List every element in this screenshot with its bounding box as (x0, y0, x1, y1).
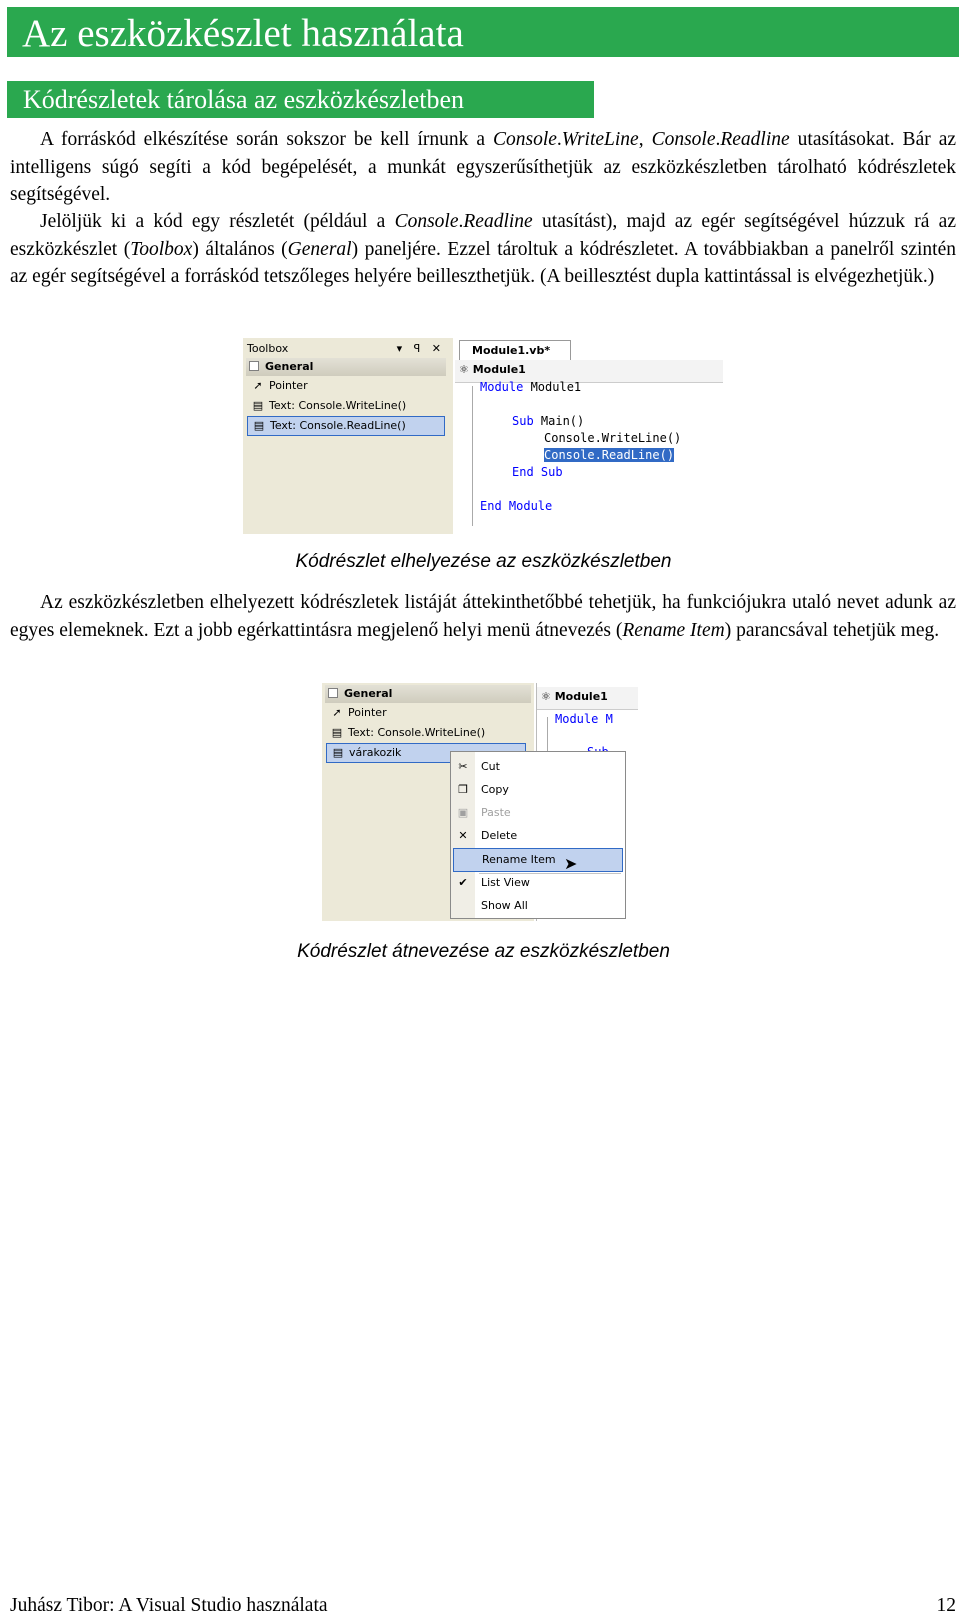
copy-icon: ❐ (458, 783, 468, 796)
code-line-5: End Sub (512, 465, 563, 479)
paragraph-1: A forráskód elkészítése során sokszor be kell írnunk a Console.WriteLine, Console.Readline utasításokat. Bár az intelligens súgó segíti a kód begépelését, a munkát egyszerűsíthetjük az eszközkészletben tárolható kódrészletek segítségével. (10, 129, 956, 206)
toolbox-item-pointer[interactable]: ➚ Pointer (326, 704, 387, 722)
context-menu (450, 751, 626, 919)
code-editor (455, 338, 723, 534)
editor-navbar (537, 687, 638, 710)
text-snippet-icon: ▤ (252, 399, 264, 412)
text-snippet-icon: ▤ (332, 746, 344, 759)
vb-module-icon: ⚛ (459, 363, 469, 376)
toolbox-item-writeline[interactable]: ▤ Text: Console.WriteLine() (326, 724, 485, 742)
collapse-icon (328, 688, 338, 698)
outline-line (472, 386, 473, 526)
toolbox-item-pointer[interactable]: ➚ Pointer (247, 377, 308, 395)
section-heading: Kódrészletek tárolása az eszközkészletben (23, 85, 465, 114)
class-dropdown[interactable]: ⚛ Module1 (541, 690, 608, 703)
vb-module-icon: ⚛ (541, 690, 551, 703)
toolbox-item-readline[interactable]: ▤ Text: Console.ReadLine() (247, 416, 445, 436)
menu-item-cut[interactable]: ✂ Cut (451, 756, 625, 778)
paragraph-2: Jelöljük ki a kód egy részletét (például a Console.Readline utasítást), majd az egér segítségével húzzuk rá az eszközkészlet (Toolbox) általános (General) paneljére. Ezzel tároltuk a kódrészletet. A továbbiakban a panelről szintén az egér segítségével a forráskód tetszőleges helyére beilleszthetjük. (A beillesztést dupla kattintással is elvégezhetjük.) (10, 211, 956, 288)
menu-item-show-all[interactable]: Show All (481, 899, 528, 912)
figure-2-screenshot (322, 683, 638, 921)
code-line-4-selected[interactable]: Console.ReadLine() (544, 448, 675, 462)
page-number: 12 (936, 1595, 956, 1616)
delete-x-icon: ✕ (458, 829, 468, 842)
pointer-icon: ➚ (332, 706, 342, 719)
collapse-icon (249, 361, 259, 371)
toolbox-title: Toolbox ▾ ꟼ ✕ (243, 338, 453, 360)
code-line-1: Module Module1 (480, 380, 582, 394)
code-line-1: Module M (555, 712, 613, 726)
paragraph-3: Az eszközkészletben elhelyezett kódrészletek listáját áttekinthetőbbé tehetjük, ha funkciójukra utaló nevet adunk az egyes elemeknek. Ezt a jobb egérkattintásra megjelenő helyi menü átnevezés (Rename Item) parancsával tehetjük meg. (10, 592, 956, 641)
menu-item-delete[interactable]: ✕ Delete (451, 825, 625, 847)
text-snippet-icon: ▤ (331, 726, 343, 739)
menu-item-copy[interactable]: ❐ Copy (451, 779, 625, 801)
section-heading-bar (7, 81, 594, 118)
code-line-3: Console.WriteLine() (544, 431, 682, 445)
mouse-cursor-icon: ➤ (564, 854, 578, 873)
toolbox-panel (243, 338, 453, 534)
pointer-icon: ➚ (253, 379, 263, 392)
paste-icon: ▣ (457, 806, 469, 819)
figure-2-caption: Kódrészlet átnevezése az eszközkészletben (297, 941, 670, 962)
toolbox-group-general[interactable]: General (325, 685, 531, 703)
menu-item-paste[interactable]: ▣ Paste (451, 802, 625, 824)
class-dropdown[interactable]: ⚛ Module1 (459, 363, 526, 376)
text-snippet-icon: ▤ (253, 419, 265, 432)
editor-tab[interactable]: Module1.vb* (459, 340, 571, 361)
toolbox-group-general[interactable]: General (246, 358, 446, 376)
chapter-heading-bar (7, 7, 959, 57)
code-line-2: Sub Main() (512, 414, 585, 428)
footer-author-title: Juhász Tibor: A Visual Studio használata (10, 1595, 328, 1616)
figure-1-screenshot (243, 338, 723, 534)
code-line-6: End Module (480, 499, 553, 513)
toolbox-item-writeline[interactable]: ▤ Text: Console.WriteLine() (247, 397, 406, 415)
toolbox-item-renamed[interactable]: ▤ várakozik (326, 743, 526, 763)
figure-1-caption: Kódrészlet elhelyezése az eszközkészletben (295, 551, 672, 572)
toolbox-window-controls-icon[interactable]: ▾ ꟼ ✕ (396, 342, 445, 355)
chapter-heading: Az eszközkészlet használata (22, 12, 464, 55)
menu-item-rename[interactable]: Rename Item ➤ (453, 848, 623, 872)
menu-item-list-view[interactable]: ✔ List View (451, 872, 625, 894)
scissors-icon: ✂ (458, 760, 468, 773)
checkmark-icon: ✔ (458, 876, 468, 889)
